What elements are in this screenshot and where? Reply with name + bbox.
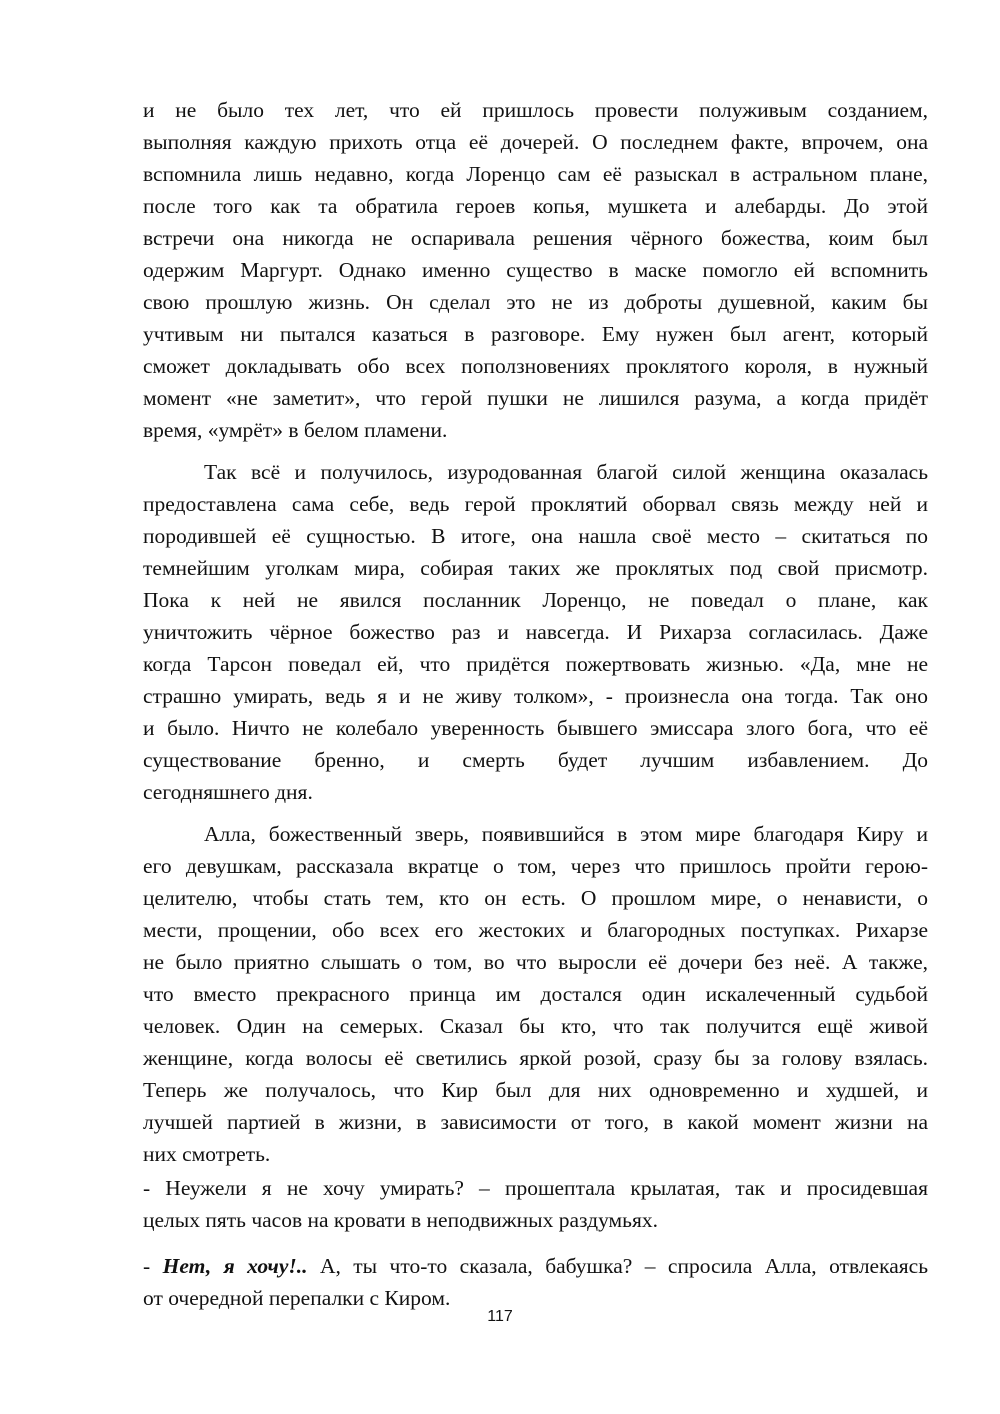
text-line: свою прошлую жизнь. Он сделал это не из доброты душевной, каким бы (143, 290, 928, 314)
text-line: одержим Маргурт. Однако именно существо в маске помогло ей вспомнить (143, 258, 928, 282)
text-line: Теперь же получалось, что Кир был для них одновременно и худшей, и (143, 1078, 928, 1102)
dialogue-line: от очередной перепалки с Киром. (143, 1286, 451, 1310)
emphasized-speech: Нет, я хочу!.. (162, 1254, 308, 1278)
text-line: момент «не заметит», что герой пушки не лишился разума, а когда придёт (143, 386, 928, 410)
text-line: Пока к ней не явился посланник Лоренцо, не поведал о плане, как (143, 588, 928, 612)
text-line: существование бренно, и смерть будет лучшим избавлением. До (143, 748, 928, 772)
dialogue-line (143, 1250, 928, 1282)
text-line: после того как та обратила героев копья, мушкета и алебарды. До этой (143, 194, 928, 218)
text-line: предоставлена сама себе, ведь герой проклятий оборвал связь между ней и (143, 492, 928, 516)
text-line: его девушкам, рассказала вкратце о том, через что пришлось пройти герою- (143, 854, 928, 878)
page-number: 117 (487, 1308, 513, 1325)
text-line: Так всё и получилось, изуродованная благой силой женщина оказалась (204, 460, 928, 484)
text-line: когда Тарсон поведал ей, что придётся пожертвовать жизнью. «Да, мне не (143, 652, 928, 676)
text-line: уничтожить чёрное божество раз и навсегда. И Рихарза согласилась. Даже (143, 620, 928, 644)
text-line: них смотреть. (143, 1142, 271, 1166)
text-line: человек. Один на семерых. Сказал бы кто, что так получится ещё живой (143, 1014, 928, 1038)
dialogue-line: - Неужели я не хочу умирать? – прошептала крылатая, так и просидевшая (143, 1176, 928, 1200)
text-line: не было приятно слышать о том, во что выросли её дочери без неё. А также, (143, 950, 928, 974)
text-line: встречи она никогда не оспаривала решения чёрного божества, коим был (143, 226, 928, 250)
text-line: учтивым ни пытался казаться в разговоре. Ему нужен был агент, который (143, 322, 928, 346)
text-line: вспомнила лишь недавно, когда Лоренцо сам её разыскал в астральном плане, (143, 162, 928, 186)
text-line: что вместо прекрасного принца им достался один искалеченный судьбой (143, 982, 928, 1006)
text-line: сегодняшнего дня. (143, 780, 313, 804)
text-line: породившей её сущностью. В итоге, она нашла своё место – скитаться по (143, 524, 928, 548)
dialogue-rest: А, ты что-то сказала, бабушка? – спросила Алла, отвлекаясь (307, 1254, 928, 1278)
dash: - (143, 1254, 163, 1278)
text-line: мести, прощении, обо всех его жестоких и благородных поступках. Рихарзе (143, 918, 928, 942)
text-line: выполняя каждую прихоть отца её дочерей. О последнем факте, впрочем, она (143, 130, 928, 154)
text-line: женщине, когда волосы её светились яркой розой, сразу бы за голову взялась. (143, 1046, 928, 1070)
text-line: и не было тех лет, что ей пришлось провести полуживым созданием, (143, 98, 928, 122)
text-line: целителю, чтобы стать тем, кто он есть. О прошлом мире, о ненависти, о (143, 886, 928, 910)
text-line: Алла, божественный зверь, появившийся в этом мире благодаря Киру и (204, 822, 928, 846)
text-line: страшно умирать, ведь я и не живу толком», - произнесла она тогда. Так оно (143, 684, 928, 708)
dialogue-line: целых пять часов на кровати в неподвижных раздумьях. (143, 1208, 658, 1232)
text-line: темнейшим уголкам мира, собирая таких же проклятых под свой присмотр. (143, 556, 928, 580)
text-line: время, «умрёт» в белом пламени. (143, 418, 448, 442)
text-line: лучшей партией в жизни, в зависимости от того, в какой момент жизни на (143, 1110, 928, 1134)
text-line: и было. Ничто не колебало уверенность бывшего эмиссара злого бога, что её (143, 716, 928, 740)
text-line: сможет докладывать обо всех поползновениях проклятого короля, в нужный (143, 354, 928, 378)
